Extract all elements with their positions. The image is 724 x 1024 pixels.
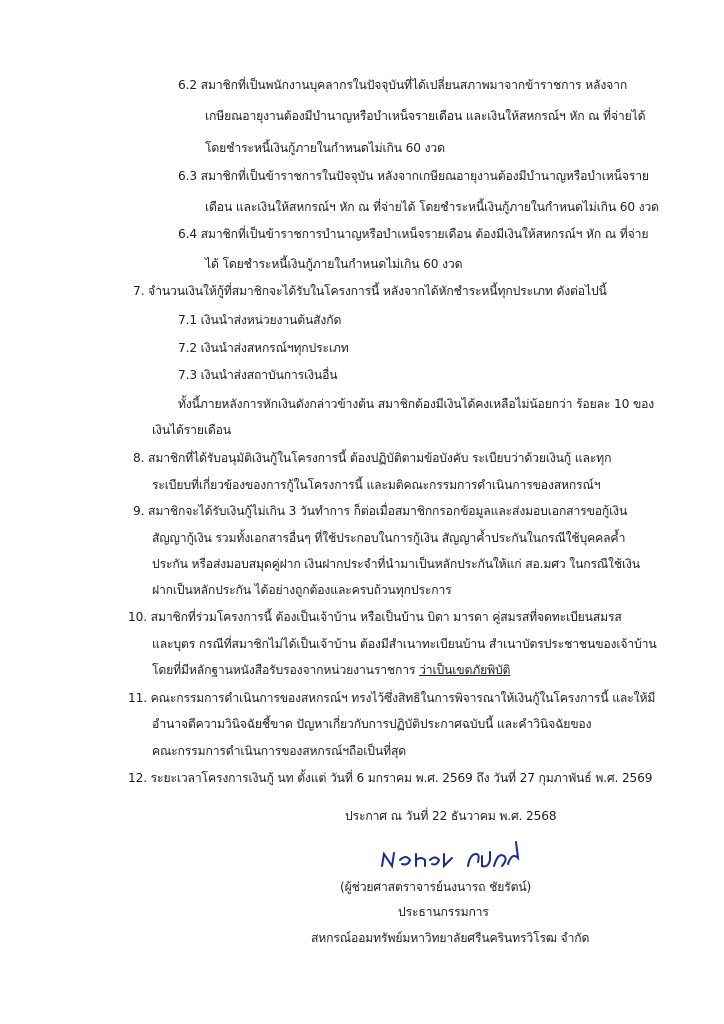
- signer-name: (ผู้ช่วยศาสตราจารย์นงนารถ ชัยรัตน์): [340, 880, 532, 894]
- clause-9-line-4: ฝากเป็นหลักประกัน ได้อย่างถูกต้องและครบถ้วนทุกประการ: [152, 583, 452, 597]
- clause-10-line-2: และบุตร กรณีที่สมาชิกไม่ได้เป็นเจ้าบ้าน ต้องมีสำเนาทะเบียนบ้าน สำเนาบัตรประชาชนของเจ้าบ้าน: [152, 637, 657, 651]
- clause-7-1: 7.1 เงินนำส่งหน่วยงานต้นสังกัด: [178, 313, 342, 327]
- clause-6-2-line-3: โดยชำระหนี้เงินกู้ภายในกำหนดไม่เกิน 60 งวด: [205, 141, 445, 155]
- clause-8-line-1: 8. สมาชิกที่ได้รับอนุมัติเงินกู้ในโครงการนี้ ต้องปฏิบัติตามข้อบังคับ ระเบียบว่าด้วยเงินกู้ และทุก: [133, 451, 612, 465]
- clause-10-line-3: [152, 662, 510, 678]
- clause-9-line-3: ประกัน หรือส่งมอบสมุดคู่ฝาก เงินฝากประจำที่นำมาเป็นหลักประกันให้แก่ สอ.มศว ในกรณีใช้เงิน: [152, 557, 640, 571]
- clause-9-line-1: 9. สมาชิกจะได้รับเงินกู้ไม่เกิน 3 วันทำการ ก็ต่อเมื่อสมาชิกกรอกข้อมูลและส่งมอบเอกสารขอกู้เงิน: [133, 504, 628, 518]
- clause-7-line-1: 7. จำนวนเงินให้กู้ที่สมาชิกจะได้รับในโครงการนี้ หลังจากได้หักชำระหนี้ทุกประเภท ดังต่อไปนี้: [133, 284, 607, 298]
- signer-title: ประธานกรรมการ: [398, 905, 489, 919]
- clause-6-4-line-2: ได้ โดยชำระหนี้เงินกู้ภายในกำหนดไม่เกิน 60 งวด: [205, 257, 463, 271]
- clause-9-line-2: สัญญากู้เงิน รวมทั้งเอกสารอื่นๆ ที่ใช้ประกอบในการกู้เงิน สัญญาค้ำประกันในกรณีใช้บุคคลค้ำ: [152, 531, 626, 545]
- clause-6-4-line-1: 6.4 สมาชิกที่เป็นข้าราชการบำนาญหรือบำเหน็จรายเดือน ต้องมีเงินให้สหกรณ์ฯ หัก ณ ที่จ่าย: [178, 227, 649, 241]
- disaster-zone-underlined-text: ว่าเป็นเขตภัยพิบัติ: [419, 663, 511, 677]
- clause-7-note-line-1: ทั้งนี้ภายหลังการหักเงินดังกล่าวข้างต้น สมาชิกต้องมีเงินได้คงเหลือไม่น้อยกว่า ร้อยละ 10 ของ: [178, 397, 655, 411]
- clause-11-line-3: คณะกรรมการดำเนินการของสหกรณ์ฯถือเป็นที่สุด: [152, 744, 407, 758]
- clause-7-3: 7.3 เงินนำส่งสถาบันการเงินอื่น: [178, 368, 338, 382]
- clause-7-note-line-2: เงินได้รายเดือน: [152, 423, 231, 437]
- clause-6-3-line-1: 6.3 สมาชิกที่เป็นข้าราชการในปัจจุบัน หลังจากเกษียณอายุงานต้องมีบำนาญหรือบำเหน็จราย: [178, 169, 649, 183]
- clause-6-2-line-2: เกษียณอายุงานต้องมีบำนาญหรือบำเหน็จรายเดือน และเงินให้สหกรณ์ฯ หัก ณ ที่จ่ายได้: [205, 109, 646, 123]
- clause-6-2-line-1: 6.2 สมาชิกที่เป็นพนักงานบุคลากรในปัจจุบันที่ได้เปลี่ยนสภาพมาจากข้าราชการ หลังจาก: [178, 78, 628, 92]
- organization-name: สหกรณ์ออมทรัพย์มหาวิทยาลัยศรีนครินทรวิโรฒ จำกัด: [311, 931, 590, 945]
- clause-10-line-3-text: โดยที่มีหลักฐานหนังสือรับรองจากหน่วยงานราชการ: [152, 663, 420, 677]
- announcement-date: ประกาศ ณ วันที่ 22 ธันวาคม พ.ศ. 2568: [345, 809, 557, 823]
- clause-11-line-2: อำนาจตีความวินิจฉัยชี้ขาด ปัญหาเกี่ยวกับการปฏิบัติประกาศฉบับนี้ และคำวินิจฉัยของ: [152, 717, 592, 731]
- clause-11-line-1: 11. คณะกรรมการดำเนินการของสหกรณ์ฯ ทรงไว้ซึ่งสิทธิในการพิจารณาให้เงินกู้ในโครงการนี้ และให้มี: [128, 691, 656, 705]
- clause-7-2: 7.2 เงินนำส่งสหกรณ์ฯทุกประเภท: [178, 341, 349, 355]
- clause-12-line-1: 12. ระยะเวลาโครงการเงินกู้ นท ตั้งแต่ วันที่ 6 มกราคม พ.ศ. 2569 ถึง วันที่ 27 กุมภาพันธ์ พ.ศ. 2569: [128, 771, 653, 785]
- clause-8-line-2: ระเบียบที่เกี่ยวข้องของการกู้ในโครงการนี้ และมติคณะกรรมการดำเนินการของสหกรณ์ฯ: [152, 478, 601, 492]
- clause-6-3-line-2: เดือน และเงินให้สหกรณ์ฯ หัก ณ ที่จ่ายได้ โดยชำระหนี้เงินกู้ภายในกำหนดไม่เกิน 60 งวด: [205, 200, 659, 214]
- clause-10-line-1: 10. สมาชิกที่ร่วมโครงการนี้ ต้องเป็นเจ้าบ้าน หรือเป็นบ้าน บิดา มารดา คู่สมรสที่จดทะเบียนสมรส: [128, 610, 622, 624]
- handwritten-signature: [378, 838, 528, 878]
